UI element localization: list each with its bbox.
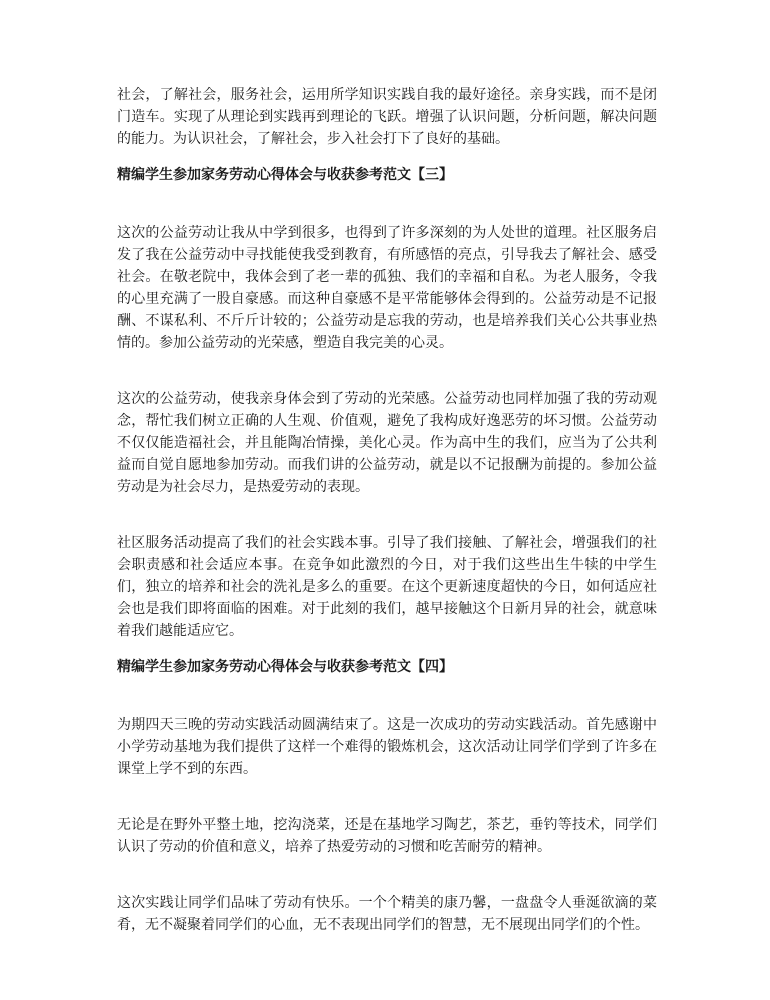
paragraph-community-service: 社区服务活动提高了我们的社会实践本事。引导了我们接触、了解社会，增强我们的社会职责感和社会适应本事。在竞争如此激烈的今日，对于我们这些出生牛犊的中学生们，独立的培养和社会的洗礼是多么的重要。在这个更新速度超快的今日，如何适应社会也是我们即将面临的困难。对于此刻的我们，越早接触这个日新月异的社会，就意味着我们越能适应它。: [117, 535, 657, 639]
paragraph-public-labor-1: 这次的公益劳动让我从中学到很多，也得到了许多深刻的为人处世的道理。社区服务启发了我在公益劳动中寻找能使我受到教育，有所感悟的亮点，引导我去了解社会、感受社会。在敬老院中，我体会到了老一辈的孤独、我们的幸福和自私。为老人服务，令我的心里充满了一股自豪感。而这种自豪感不是平常能够体会得到的。公益劳动是不记报酬、不谋私利、不斤斤计较的；公益劳动是忘我的劳动，也是培养我们关心公共事业热情的。参加公益劳动的光荣感，塑造自我完美的心灵。: [117, 225, 657, 351]
section-heading-four: 精编学生参加家务劳动心得体会与收获参考范文【四】: [117, 659, 453, 675]
paragraph-joy-of-labor: 这次实践让同学们品味了劳动有快乐。一个个精美的康乃馨，一盘盘令人垂涎欲滴的菜肴，无不凝聚着同学们的心血，无不表现出同学们的智慧，无不展现出同学们的个性。: [117, 895, 657, 933]
document-page: [117, 84, 657, 936]
paragraph-intro: 社会，了解社会，服务社会，运用所学知识实践自我的最好途径。亲身实践，而不是闭门造车。实现了从理论到实践再到理论的飞跃。增强了认识问题，分析问题，解决问题的能力。为认识社会，了解社会，步入社会打下了良好的基础。: [117, 87, 657, 147]
section-heading-three: 精编学生参加家务劳动心得体会与收获参考范文【三】: [117, 167, 453, 183]
paragraph-practice-summary: 为期四天三晚的劳动实践活动圆满结束了。这是一次成功的劳动实践活动。首先感谢中小学劳动基地为我们提供了这样一个难得的锻炼机会，这次活动让同学们学到了许多在课堂上学不到的东西。: [117, 717, 657, 777]
paragraph-skills: 无论是在野外平整土地，挖沟浇菜，还是在基地学习陶艺，茶艺，垂钓等技术，同学们认识了劳动的价值和意义，培养了热爱劳动的习惯和吃苦耐劳的精神。: [117, 817, 657, 855]
paragraph-public-labor-2: 这次的公益劳动，使我亲身体会到了劳动的光荣感。公益劳动也同样加强了我的劳动观念，帮忙我们树立正确的人生观、价值观，避免了我构成好逸恶劳的坏习惯。公益劳动不仅仅能造福社会，并且能陶冶情操，美化心灵。作为高中生的我们，应当为了公共利益而自觉自愿地参加劳动。而我们讲的公益劳动，就是以不记报酬为前提的。参加公益劳动是为社会尽力，是热爱劳动的表现。: [117, 391, 657, 495]
